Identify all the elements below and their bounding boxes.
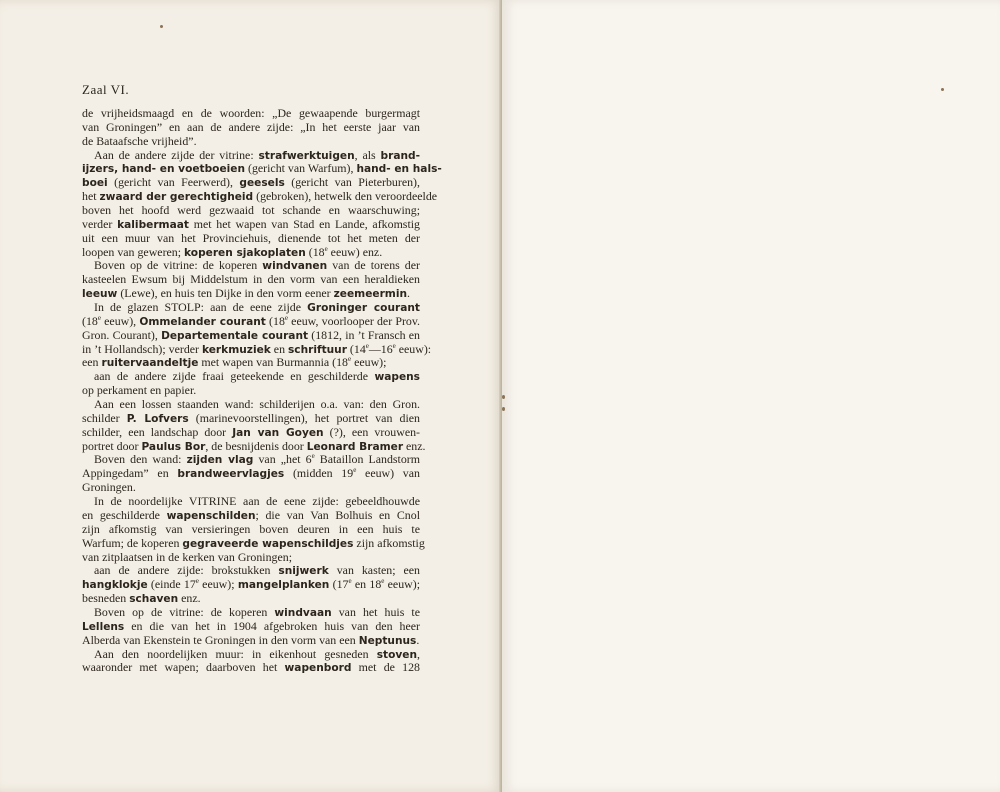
- text-run: (einde 17: [147, 577, 196, 592]
- text-run: (?), een vrouwen-: [323, 424, 420, 439]
- bold-term: schaven: [129, 593, 179, 606]
- text-run: en: [270, 341, 288, 356]
- text-line: [82, 287, 420, 301]
- text-run: van zitplaatsen in de kerken van Groningen;: [82, 549, 292, 564]
- text-run: Boven op de vitrine: de koperen: [94, 604, 275, 619]
- text-run: van „het 6: [253, 452, 312, 467]
- text-run: met het wapen van Stad en Lande, afkomstig: [188, 216, 420, 231]
- text-line: [82, 412, 420, 426]
- right-page: [502, 0, 1000, 792]
- text-run: eeuw);: [198, 577, 238, 592]
- text-line: [82, 592, 420, 606]
- bold-term: brandweervlagjes: [177, 468, 285, 481]
- bold-term: strafwerktuigen: [258, 149, 355, 162]
- superscript: e: [365, 341, 369, 350]
- bold-term: zwaard der gerechtigheid: [99, 191, 254, 204]
- bold-term: Departementale courant: [161, 329, 309, 342]
- text-run: schilder, een landschap door: [82, 424, 233, 439]
- bold-term: brand-: [380, 149, 420, 162]
- text-line: [82, 259, 420, 273]
- text-run: enz.: [403, 438, 426, 453]
- text-run: (18: [305, 244, 325, 259]
- text-line: [82, 535, 425, 551]
- text-line: [82, 329, 420, 343]
- superscript: e: [392, 341, 396, 350]
- text-line: [82, 661, 420, 675]
- text-line: [82, 564, 420, 578]
- text-line: [82, 107, 420, 121]
- text-line: [82, 273, 420, 287]
- text-run: van het huis te: [331, 604, 420, 619]
- text-run: Bataillon Landstorm: [314, 452, 420, 467]
- text-run: portret door: [82, 438, 142, 453]
- text-line: [82, 246, 420, 260]
- text-line: [82, 370, 420, 384]
- bold-term: Neptunus: [358, 634, 417, 647]
- bold-term: gegraveerde wapenschildjes: [182, 537, 354, 550]
- text-run: aan de andere zijde fraai geteekende en geschilderde: [94, 369, 375, 384]
- text-line: [82, 315, 420, 329]
- text-line: [82, 481, 420, 495]
- text-run: Boven den wand:: [94, 452, 187, 467]
- text-run: eeuw);: [384, 577, 421, 592]
- text-run: op perkament en papier.: [82, 383, 197, 398]
- superscript: e: [347, 355, 352, 364]
- text-run: uit een muur van het Provinciehuis, dienende tot het meten der: [82, 230, 420, 245]
- text-run: eeuw) enz.: [327, 244, 383, 259]
- text-run: Aan den noordelijken muur: in eikenhout gesneden: [94, 646, 377, 661]
- text-line: [82, 149, 420, 163]
- bold-term: Jan van Goyen: [232, 426, 324, 439]
- text-line: [82, 620, 420, 634]
- text-run: Boven op de vitrine: de koperen: [94, 258, 263, 273]
- text-line: [82, 438, 426, 454]
- bold-term: kerkmuziek: [201, 343, 271, 356]
- superscript: e: [195, 577, 199, 586]
- text-run: waaronder met wapen; daarboven het: [82, 660, 285, 675]
- text-line: [82, 551, 420, 565]
- bold-term: windvanen: [262, 260, 328, 273]
- text-run: Appingedam” en: [82, 466, 178, 481]
- text-line: [82, 509, 420, 523]
- text-line: [82, 161, 442, 176]
- superscript: e: [324, 244, 328, 253]
- superscript: e: [284, 313, 289, 322]
- bold-term: mangelplanken: [237, 579, 330, 592]
- text-run: (gericht van Feerwerd),: [107, 175, 240, 190]
- superscript: e: [97, 313, 101, 322]
- page-header: Zaal VI.: [82, 82, 130, 97]
- bold-term: leeuw: [82, 288, 118, 301]
- text-run: met wapen van Burmannia (18: [198, 355, 348, 370]
- bold-term: zeemeermin: [333, 288, 408, 301]
- text-run: Warfum; de koperen: [82, 535, 183, 550]
- text-line: [82, 426, 420, 440]
- text-run: .: [416, 632, 420, 647]
- superscript: e: [381, 577, 385, 586]
- text-line: [82, 384, 420, 398]
- bold-term: wapenschilden: [166, 509, 256, 522]
- text-run: van de torens der: [327, 258, 420, 273]
- bold-term: boei: [82, 177, 108, 190]
- text-run: in ’t Hollandsch); verder: [82, 341, 202, 356]
- text-run: (14: [346, 341, 366, 356]
- bold-term: koperen sjakoplaten: [184, 246, 306, 259]
- text-run: —16: [368, 341, 393, 356]
- text-run: en die van het in 1904 afgebroken huis van den heer: [124, 618, 420, 633]
- text-run: van Groningen” en aan de andere zijde: „In het eerste jaar van: [82, 119, 420, 134]
- text-line: [82, 495, 420, 509]
- bold-term: hand- en hals-: [356, 163, 442, 176]
- text-run: , de besnijdenis door: [205, 438, 307, 453]
- text-line: [82, 606, 420, 620]
- text-run: Aan de andere zijde der vitrine:: [94, 147, 259, 162]
- text-run: een: [82, 355, 102, 370]
- text-line: [82, 218, 420, 232]
- text-line: [82, 398, 420, 412]
- text-run: Alberda van Ekenstein te Groningen in den vorm van een: [82, 632, 359, 647]
- bold-term: Groninger courant: [307, 302, 420, 315]
- text-run: het: [82, 189, 100, 204]
- text-run: en geschilderde: [82, 507, 167, 522]
- superscript: e: [348, 577, 352, 586]
- text-run: met de 128: [351, 660, 420, 675]
- ink-spot: [941, 88, 944, 91]
- text-run: ; die van Van Bolhuis en Cnol: [255, 507, 420, 522]
- text-run: en 18: [351, 577, 382, 592]
- text-run: Groningen.: [82, 480, 136, 495]
- text-run: verder: [82, 216, 118, 231]
- text-run: eeuw, voorlooper der Prov.: [288, 313, 420, 328]
- bold-term: Ommelander courant: [139, 315, 266, 328]
- text-run: .: [407, 286, 410, 301]
- text-line: [82, 121, 420, 135]
- bold-term: kalibermaat: [117, 218, 189, 231]
- text-run: kasteelen Ewsum bij Middelstum in den vorm van een heraldieken: [82, 272, 420, 287]
- text-run: van kasten; een: [328, 563, 420, 578]
- text-run: aan de andere zijde: brokstukken: [94, 563, 279, 578]
- text-run: zijn afkomstig van versieringen boven deuren in een huis te: [82, 521, 420, 536]
- text-run: ,: [417, 646, 420, 661]
- text-line: [82, 578, 420, 592]
- text-run: eeuw);: [351, 355, 387, 370]
- text-run: besneden: [82, 591, 130, 606]
- text-run: (gericht van Warfum),: [245, 161, 357, 176]
- superscript: e: [311, 452, 315, 461]
- text-run: boven het hoofd werd gezwaaid tot schande en waarschuwing;: [82, 203, 420, 218]
- text-run: schilder: [82, 410, 127, 425]
- text-line: [82, 648, 420, 662]
- bold-term: zijden vlag: [186, 454, 254, 467]
- bold-term: stoven: [376, 648, 418, 661]
- body-text: [82, 106, 442, 675]
- text-line: [82, 341, 432, 357]
- ink-spot: [502, 395, 505, 399]
- text-run: de Bataafsche vrijheid”.: [82, 133, 197, 148]
- ink-spot: [160, 25, 163, 28]
- text-run: (gericht van Pieterburen),: [284, 175, 420, 190]
- text-run: zijn afkomstig: [353, 535, 425, 550]
- text-run: enz.: [178, 591, 201, 606]
- text-run: eeuw) van: [356, 466, 420, 481]
- text-run: In de noordelijke VITRINE aan de eene zijde: gebeeldhouwde: [94, 494, 420, 509]
- bold-term: snijwerk: [278, 565, 329, 578]
- text-line: [82, 356, 420, 370]
- bold-term: ruitervaandeltje: [101, 357, 199, 370]
- bold-term: wapens: [374, 371, 420, 384]
- text-run: (1812, in ’t Fransch en: [308, 327, 420, 342]
- text-run: eeuw):: [395, 341, 432, 356]
- text-run: de vrijheidsmaagd en de woorden: „De gewaapende burgermagt: [82, 106, 420, 120]
- text-run: (midden 19: [284, 466, 354, 481]
- text-run: (marinevoorstellingen), het portret van dien: [188, 410, 420, 425]
- text-run: Gron. Courant),: [82, 327, 162, 342]
- text-line: [82, 232, 420, 246]
- text-line: [82, 189, 438, 204]
- bold-term: hangklokje: [82, 579, 148, 592]
- text-line: [82, 204, 420, 218]
- ink-spot: [502, 407, 505, 411]
- bold-term: wapenbord: [284, 662, 352, 675]
- bold-term: geesels: [239, 177, 285, 190]
- text-run: (Lewe), en huis ten Dijke in den vorm eener: [117, 286, 334, 301]
- text-run: (17: [329, 577, 349, 592]
- text-line: [82, 523, 420, 537]
- text-run: Aan een lossen staanden wand: schilderijen o.a. van: den Gron.: [94, 397, 420, 412]
- text-run: eeuw),: [100, 313, 140, 328]
- text-line: [82, 453, 420, 467]
- superscript: e: [353, 466, 357, 475]
- bold-term: Lellens: [82, 620, 125, 633]
- text-line: [82, 301, 420, 315]
- text-run: (18: [82, 313, 98, 328]
- text-run: (gebroken), hetwelk den veroordeelde: [253, 189, 438, 204]
- text-line: [82, 467, 420, 481]
- text-line: [82, 176, 420, 190]
- text-run: loopen van geweren;: [82, 244, 185, 259]
- bold-term: Leonard Bramer: [306, 440, 404, 453]
- bold-term: ijzers, hand- en voetboeien: [82, 163, 246, 176]
- text-run: In de glazen STOLP: aan de eene zijde: [94, 300, 308, 315]
- bold-term: P. Lofvers: [126, 412, 189, 425]
- text-run: , als: [354, 147, 381, 162]
- text-line: [82, 135, 420, 149]
- text-run: (18: [265, 313, 285, 328]
- bold-term: Paulus Bor: [141, 440, 206, 453]
- bold-term: schriftuur: [287, 343, 347, 356]
- bold-term: windvaan: [274, 606, 332, 619]
- text-line: [82, 634, 420, 648]
